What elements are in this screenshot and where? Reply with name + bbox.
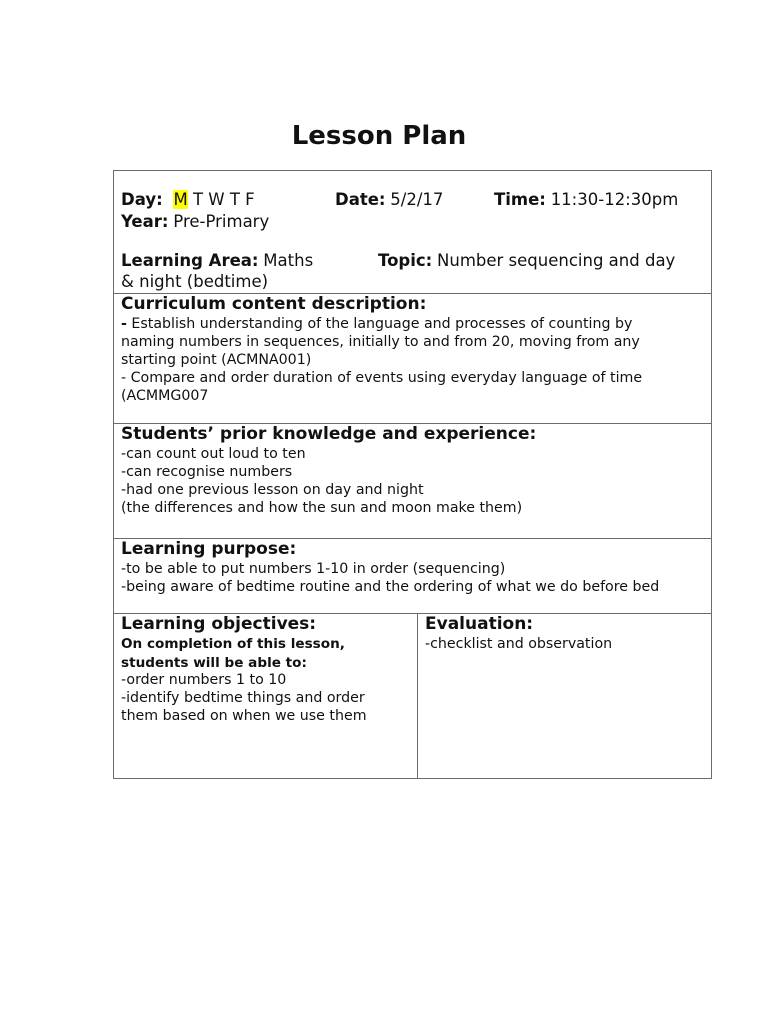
curriculum-section xyxy=(114,294,711,423)
objectives-intro: students will be able to: xyxy=(121,655,307,671)
year-field xyxy=(121,213,269,231)
curriculum-line: - Compare and order duration of events using everyday language of time xyxy=(121,370,643,386)
day-options xyxy=(173,190,254,209)
learning-area-continuation xyxy=(121,273,268,291)
date-value: 5/2/17 xyxy=(390,190,444,209)
prior-knowledge-section xyxy=(114,424,711,538)
prior-knowledge-line: -had one previous lesson on day and night xyxy=(121,482,424,498)
purpose-section xyxy=(114,539,711,613)
time-label: Time: xyxy=(494,190,546,209)
day-label: Day: xyxy=(121,190,163,209)
year-value: Pre-Primary xyxy=(173,212,270,231)
time-value: 11:30-12:30pm xyxy=(550,190,679,209)
curriculum-dash: - xyxy=(121,316,127,332)
prior-knowledge-line: -can recognise numbers xyxy=(121,464,293,480)
objectives-intro: On completion of this lesson, xyxy=(121,636,345,652)
prior-knowledge-line: -can count out loud to ten xyxy=(121,446,306,462)
objectives-heading: Learning objectives: xyxy=(121,614,317,634)
time-field xyxy=(494,191,678,209)
header-section xyxy=(114,171,711,293)
prior-knowledge-line: (the differences and how the sun and moon make them) xyxy=(121,500,523,516)
evaluation-line: -checklist and observation xyxy=(425,636,613,652)
day-selected: M xyxy=(173,190,188,209)
topic-label: Topic: xyxy=(378,251,433,270)
evaluation-section xyxy=(418,614,711,778)
learning-area-value: Maths xyxy=(263,251,314,270)
curriculum-line-text: Establish understanding of the language and processes of counting by xyxy=(126,316,633,332)
topic-field xyxy=(378,252,675,270)
date-field xyxy=(335,191,443,209)
evaluation-heading: Evaluation: xyxy=(425,614,534,634)
objectives-section xyxy=(114,614,417,778)
curriculum-line xyxy=(121,315,632,333)
curriculum-line: starting point (ACMNA001) xyxy=(121,352,312,368)
date-label: Date: xyxy=(335,190,386,209)
day-rest: T W T F xyxy=(187,190,255,209)
learning-area-cont-text: & night (bedtime) xyxy=(121,272,269,291)
purpose-heading: Learning purpose: xyxy=(121,539,297,559)
learning-area-field xyxy=(121,252,313,270)
curriculum-heading: Curriculum content description: xyxy=(121,294,427,314)
purpose-line: -being aware of bedtime routine and the ordering of what we do before bed xyxy=(121,579,660,595)
topic-value: Number sequencing and day xyxy=(437,251,676,270)
purpose-line: -to be able to put numbers 1-10 in order (sequencing) xyxy=(121,561,506,577)
curriculum-line: naming numbers in sequences, initially to and from 20, moving from any xyxy=(121,334,640,350)
objectives-line: -order numbers 1 to 10 xyxy=(121,672,287,688)
page-title: Lesson Plan xyxy=(291,121,467,151)
objectives-line: -identify bedtime things and order xyxy=(121,690,365,706)
prior-knowledge-heading: Students’ prior knowledge and experience: xyxy=(121,424,537,444)
curriculum-line: (ACMMG007 xyxy=(121,388,209,404)
learning-area-label: Learning Area: xyxy=(121,251,259,270)
lesson-plan-table xyxy=(113,170,712,779)
objectives-line: them based on when we use them xyxy=(121,708,367,724)
day-field xyxy=(121,191,255,209)
year-label: Year: xyxy=(121,212,169,231)
